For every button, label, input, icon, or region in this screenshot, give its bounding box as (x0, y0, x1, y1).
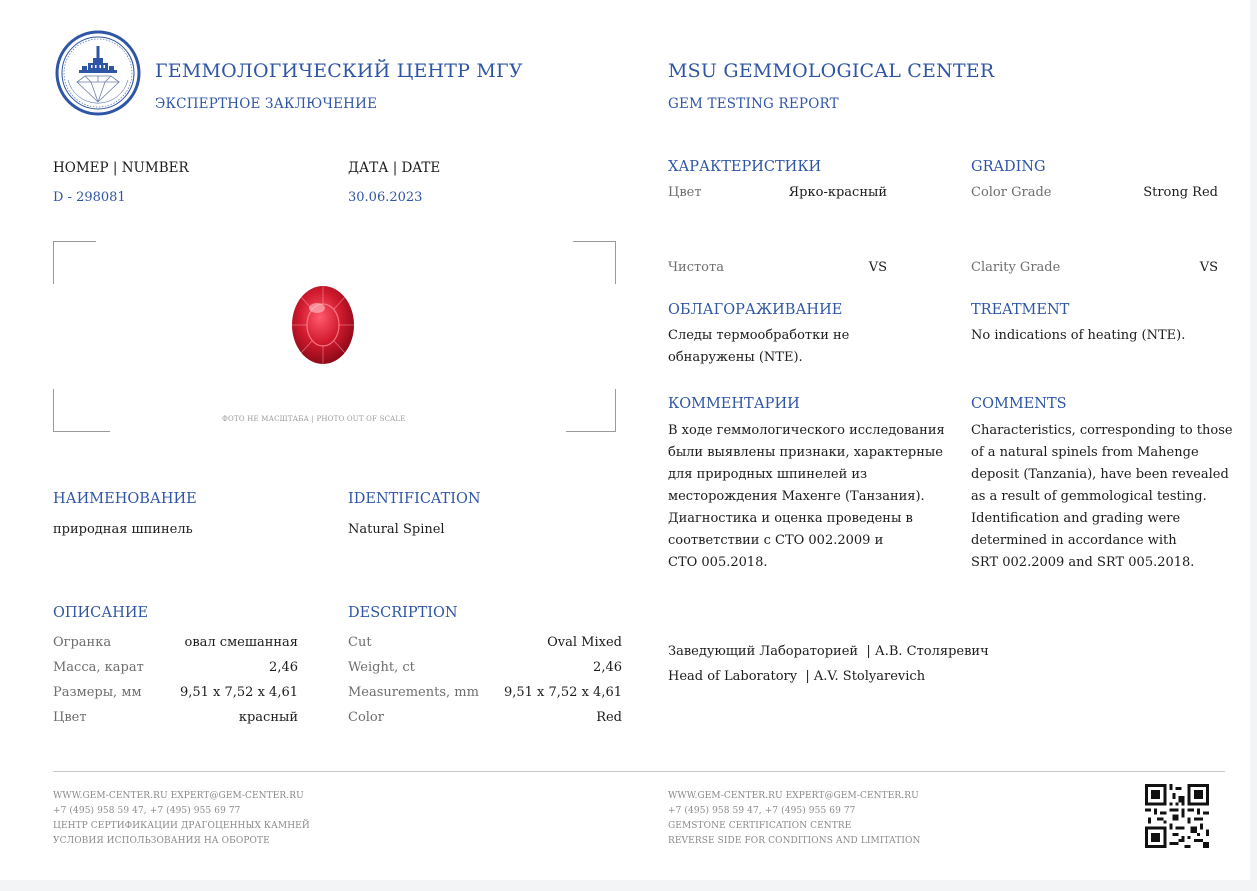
treatment-title-ru: ОБЛАГОРАЖИВАНИЕ (668, 302, 843, 318)
title-en: MSU GEMMOLOGICAL CENTER (668, 60, 995, 82)
photo-caption: ФОТО НЕ МАСШТАБА | PHOTO OUT OF SCALE (222, 415, 406, 423)
subtitle-ru: ЭКСПЕРТНОЕ ЗАКЛЮЧЕНИЕ (155, 96, 378, 112)
desc-ru-label: Огранка (53, 635, 112, 650)
footer-line: GEMSTONE CERTIFICATION CENTRE (668, 821, 852, 831)
desc-en-value: Oval Mixed (547, 635, 622, 650)
footer-line: УСЛОВИЯ ИСПОЛЬЗОВАНИЯ НА ОБОРОТЕ (53, 836, 270, 846)
title-ru: ГЕММОЛОГИЧЕСКИЙ ЦЕНТР МГУ (155, 60, 523, 82)
clarity-label-en: Clarity Grade (971, 260, 1061, 275)
comments-title-en: COMMENTS (971, 396, 1067, 412)
comment-line-ru: были выявлены признаки, характерные (668, 445, 943, 460)
subtitle-en: GEM TESTING REPORT (668, 96, 839, 112)
desc-ru-value: овал смешанная (184, 635, 298, 650)
signature-ru: Заведующий Лабораторией | А.В. Столяревич (668, 644, 989, 659)
color-value-en: Strong Red (1143, 185, 1218, 200)
color-label-en: Color Grade (971, 185, 1052, 200)
comment-line-en: deposit (Tanzania), have been revealed (971, 467, 1229, 482)
identification-title-ru: НАИМЕНОВАНИЕ (53, 491, 197, 507)
date-label: ДАТА | DATE (348, 160, 441, 176)
number-label: НОМЕР | NUMBER (53, 160, 189, 176)
comment-line-en: determined in accordance with (971, 533, 1177, 548)
footer-line: +7 (495) 958 59 47, +7 (495) 955 69 77 (668, 806, 856, 816)
clarity-label-ru: Чистота (668, 260, 724, 275)
comment-line-en: SRT 002.2009 and SRT 005.2018. (971, 555, 1195, 570)
desc-ru-value: 9,51 x 7,52 x 4,61 (179, 685, 298, 700)
desc-en-label: Measurements, mm (348, 685, 479, 700)
desc-ru-value: 2,46 (269, 660, 298, 675)
number-value: D - 298081 (53, 190, 126, 205)
footer-line: ЦЕНТР СЕРТИФИКАЦИИ ДРАГОЦЕННЫХ КАМНЕЙ (53, 821, 310, 831)
treatment-line-ru: обнаружены (NTE). (668, 350, 803, 365)
description-title-ru: ОПИСАНИЕ (53, 605, 149, 621)
signature-en: Head of Laboratory | A.V. Stolyarevich (668, 669, 926, 684)
desc-en-value: 2,46 (593, 660, 622, 675)
desc-en-label: Weight, ct (348, 660, 415, 675)
comments-title-ru: КОММЕНТАРИИ (668, 396, 800, 412)
footer-divider (53, 771, 1225, 772)
clarity-value-en: VS (1199, 260, 1218, 275)
comment-line-ru: СТО 005.2018. (668, 555, 768, 570)
grading-title-ru: ХАРАКТЕРИСТИКИ (668, 159, 822, 175)
desc-ru-label: Цвет (53, 710, 87, 725)
treatment-value-en: No indications of heating (NTE). (971, 328, 1186, 343)
comment-line-ru: для природных шпинелей из (668, 467, 868, 482)
description-title-en: DESCRIPTION (348, 605, 458, 621)
comment-line-ru: Диагностика и оценка проведены в (668, 511, 913, 526)
comment-line-en: of a natural spinels from Mahenge (971, 445, 1199, 460)
comment-line-ru: соответствии с СТО 002.2009 и (668, 533, 884, 548)
clarity-value-ru: VS (868, 260, 887, 275)
desc-en-label: Cut (348, 635, 372, 650)
comment-line-en: Characteristics, corresponding to those (971, 423, 1233, 438)
treatment-title-en: TREATMENT (971, 302, 1070, 318)
date-value: 30.06.2023 (348, 190, 423, 205)
msu-emblem-logo (55, 30, 141, 116)
desc-en-label: Color (348, 710, 384, 725)
comments-text-en (971, 420, 1241, 574)
color-value-ru: Ярко-красный (788, 185, 887, 200)
comment-line-en: Identification and grading were (971, 511, 1181, 526)
comment-line-ru: В ходе геммологического исследования (668, 423, 945, 438)
identification-value-ru: природная шпинель (53, 522, 193, 537)
color-label-ru: Цвет (668, 185, 702, 200)
desc-ru-label: Масса, карат (53, 660, 144, 675)
footer-line: WWW.GEM-CENTER.RU EXPERT@GEM-CENTER.RU (53, 791, 304, 801)
identification-value-en: Natural Spinel (348, 522, 445, 537)
comment-line-en: as a result of gemmological testing. (971, 489, 1207, 504)
treatment-line-ru: Следы термообработки не (668, 328, 850, 343)
grading-title-en: GRADING (971, 159, 1046, 175)
comment-line-ru: месторождения Махенге (Танзания). (668, 489, 925, 504)
footer-line: WWW.GEM-CENTER.RU EXPERT@GEM-CENTER.RU (668, 791, 919, 801)
qr-code-icon[interactable] (1145, 784, 1209, 848)
desc-ru-label: Размеры, мм (53, 685, 142, 700)
footer-right (668, 789, 920, 849)
gemstone-photo (290, 284, 356, 366)
desc-en-value: Red (596, 710, 622, 725)
desc-ru-value: красный (238, 710, 298, 725)
footer-line: +7 (495) 958 59 47, +7 (495) 955 69 77 (53, 806, 241, 816)
identification-title-en: IDENTIFICATION (348, 491, 481, 507)
comments-text-ru (668, 420, 958, 574)
footer-line: REVERSE SIDE FOR CONDITIONS AND LIMITATION (668, 836, 921, 846)
desc-en-value: 9,51 x 7,52 x 4,61 (503, 685, 622, 700)
footer-left (53, 789, 310, 849)
